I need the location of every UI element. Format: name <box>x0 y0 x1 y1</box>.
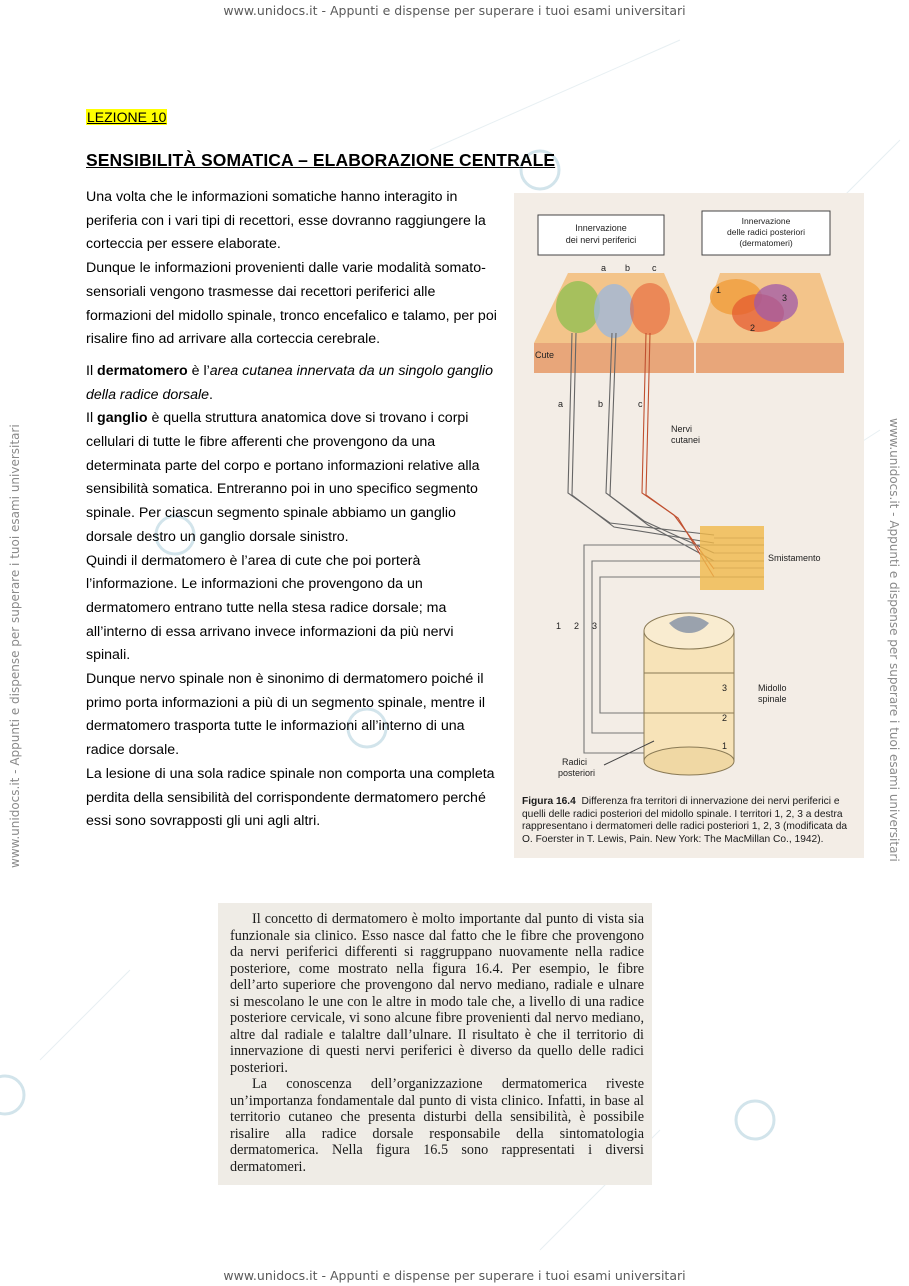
svg-text:dei nervi periferici: dei nervi periferici <box>565 235 637 245</box>
svg-text:a: a <box>558 399 564 409</box>
paragraph: Una volta che le informazioni somatiche hanno interagito in periferia con i vari tipi di recettori, esse dovranno raggiungere la corteccia per essere elaborate. <box>86 189 486 253</box>
side-watermark-left-text: www.unidocs.it - Appunti e dispense per superare i tuoi esami universitari <box>8 424 22 868</box>
dermatome-label-3: 3 <box>782 293 788 303</box>
territory-b <box>594 284 634 338</box>
text-run: è l’ <box>187 362 210 379</box>
svg-text:Innervazione: Innervazione <box>741 216 791 226</box>
skin-layer-left <box>534 343 694 373</box>
text-run: Il <box>86 362 98 379</box>
label-nervi-cutanei: Nervi cutanei <box>671 424 701 445</box>
term-ganglio: ganglio <box>97 410 148 427</box>
scanned-paragraph: Il concetto di dermatomero è molto importante dal punto di vista sia funzionale sia clinico. Esso nasce dal fatto che le fibre che provengono da nervi periferici differenti si raggruppano nuovamente nella radice posteriore, come mostrato nella figura 16.4. Per esempio, le fibre dell’arto superiore che provengono dal nervo mediano, radiale e ulnare si mescolano le une con le altre in modo tale che, a livello di una radice posteriore cervicale, vi sono alcune fibre provenienti dal nervo mediano, altre dal radiale e talaltre dall’ulnare. Il risultato è che il territorio di innervazione di questi nervi periferici è diverso da quello delle radici posteriori. <box>230 911 644 1076</box>
body-text <box>86 186 501 834</box>
text-run: Il <box>86 410 98 427</box>
scanned-text <box>230 911 644 1175</box>
page-title: SENSIBILITÀ SOMATICA – ELABORAZIONE CENTRALE <box>86 150 556 170</box>
svg-text:2: 2 <box>574 621 580 631</box>
paragraph: La lesione di una sola radice spinale non comporta una completa perdita della sensibilità del corrispondente dermatomero perché essi sono sovrapposti gli uni agli altri. <box>86 765 495 830</box>
letter-b: b <box>625 263 631 273</box>
figure-diagram <box>514 193 864 793</box>
svg-text:b: b <box>598 399 604 409</box>
side-watermark-right-text: www.unidocs.it - Appunti e dispense per superare i tuoi esami universitari <box>887 418 901 862</box>
svg-text:1: 1 <box>722 741 728 751</box>
paragraph-dermatomero <box>86 360 501 407</box>
figure-caption <box>522 796 860 846</box>
svg-text:Innervazione: Innervazione <box>575 223 627 233</box>
paragraph: Dunque le informazioni provenienti dalle varie modalità somato-sensoriali vengono trasmesse dai recettori periferici alle formazioni del midollo spinale, tronco encefalico e talamo, per poi risalire fino ad arrivare alla corteccia cerebrale. <box>86 260 497 348</box>
unidocs-logo-icon <box>736 1101 774 1139</box>
text-run: . <box>209 386 213 403</box>
svg-text:2: 2 <box>722 713 728 723</box>
caption-label: Figura 16.4 <box>522 796 576 807</box>
caption-text: Differenza fra territori di innervazione dei nervi periferici e quelli delle radici posteriori del midollo spinale. I territori 1, 2, 3 a destra rappresentano i dermatomeri delle radici posteriori 1, 2, 3 (modificata da O. Foerster in T. Lewis, Pain. New York: The MacMillan Co., 1942). <box>522 796 848 845</box>
paragraph-ganglio <box>86 407 501 549</box>
lesson-label: LEZIONE 10 <box>87 109 167 125</box>
smistamento-box <box>700 526 764 590</box>
figure-16-4 <box>514 193 864 858</box>
side-watermark-right <box>887 418 901 862</box>
letter-c: c <box>652 263 657 273</box>
paragraph: Quindi il dermatomero è l’area di cute che poi porterà l’informazione. Le informazioni che provengono da un dermatomero entrano tutte nella stesa radice dorsale; ma all’interno di essa arrivano invece informazioni da più nervi spinali. <box>86 552 454 664</box>
label-midollo: Midollo spinale <box>758 683 787 704</box>
spinal-cord <box>644 613 734 775</box>
letter-a: a <box>601 263 607 273</box>
label-smistamento: Smistamento <box>768 553 821 563</box>
svg-text:delle radici posteriori: delle radici posteriori <box>727 227 805 237</box>
footer-watermark: www.unidocs.it - Appunti e dispense per superare i tuoi esami universitari <box>223 1268 686 1283</box>
scanned-paragraph: La conoscenza dell’organizzazione dermatomerica riveste un’importanza fondamentale dal punto di vista clinico. Infatti, in base al territorio cutaneo che presenta disturbi della sensibilità, è possibile risalire alla radice dorsale responsabile della sintomatologia dermatomerica. Nella figura 16.5 sono rappresentati i diversi dermatomeri. <box>230 1076 644 1175</box>
label-cute: Cute <box>535 350 555 360</box>
scanned-excerpt <box>218 903 652 1185</box>
dermatome-label-1: 1 <box>716 285 722 295</box>
text-run: è quella struttura anatomica dove si trovano i corpi cellulari di tutte le fibre afferenti che provengono da una determinata parte del corpo e portano informazioni relative alla sensibilità somatica. Entreranno poi in uno specifico segmento spinale. Per ciascun segmento spinale abbiamo un ganglio dorsale destro un ganglio dorsale sinistro. <box>86 410 480 545</box>
unidocs-logo-icon <box>0 1076 24 1114</box>
skin-layer-right <box>696 343 844 373</box>
dermatome-label-2: 2 <box>750 323 756 333</box>
header-watermark: www.unidocs.it - Appunti e dispense per superare i tuoi esami universitari <box>223 3 686 18</box>
svg-text:1: 1 <box>556 621 562 631</box>
territory-c <box>630 283 670 335</box>
territory-a <box>556 281 600 333</box>
paragraph: Dunque nervo spinale non è sinonimo di dermatomero poiché il primo porta informazioni a più di un segmento spinale, mentre il dermatomero trasporta tutte le informazioni all’interno di una radice dorsale. <box>86 671 486 759</box>
definition-dermatomero: area cutanea innervata da un singolo ganglio della radice dorsale <box>86 362 493 403</box>
term-dermatomero: dermatomero <box>97 362 188 379</box>
svg-text:(dermatomeri): (dermatomeri) <box>739 238 793 248</box>
svg-text:3: 3 <box>722 683 728 693</box>
svg-text:c: c <box>638 399 643 409</box>
label-radici: Radici posteriori <box>558 757 596 778</box>
svg-text:3: 3 <box>592 621 598 631</box>
dermatome-3 <box>754 284 798 322</box>
